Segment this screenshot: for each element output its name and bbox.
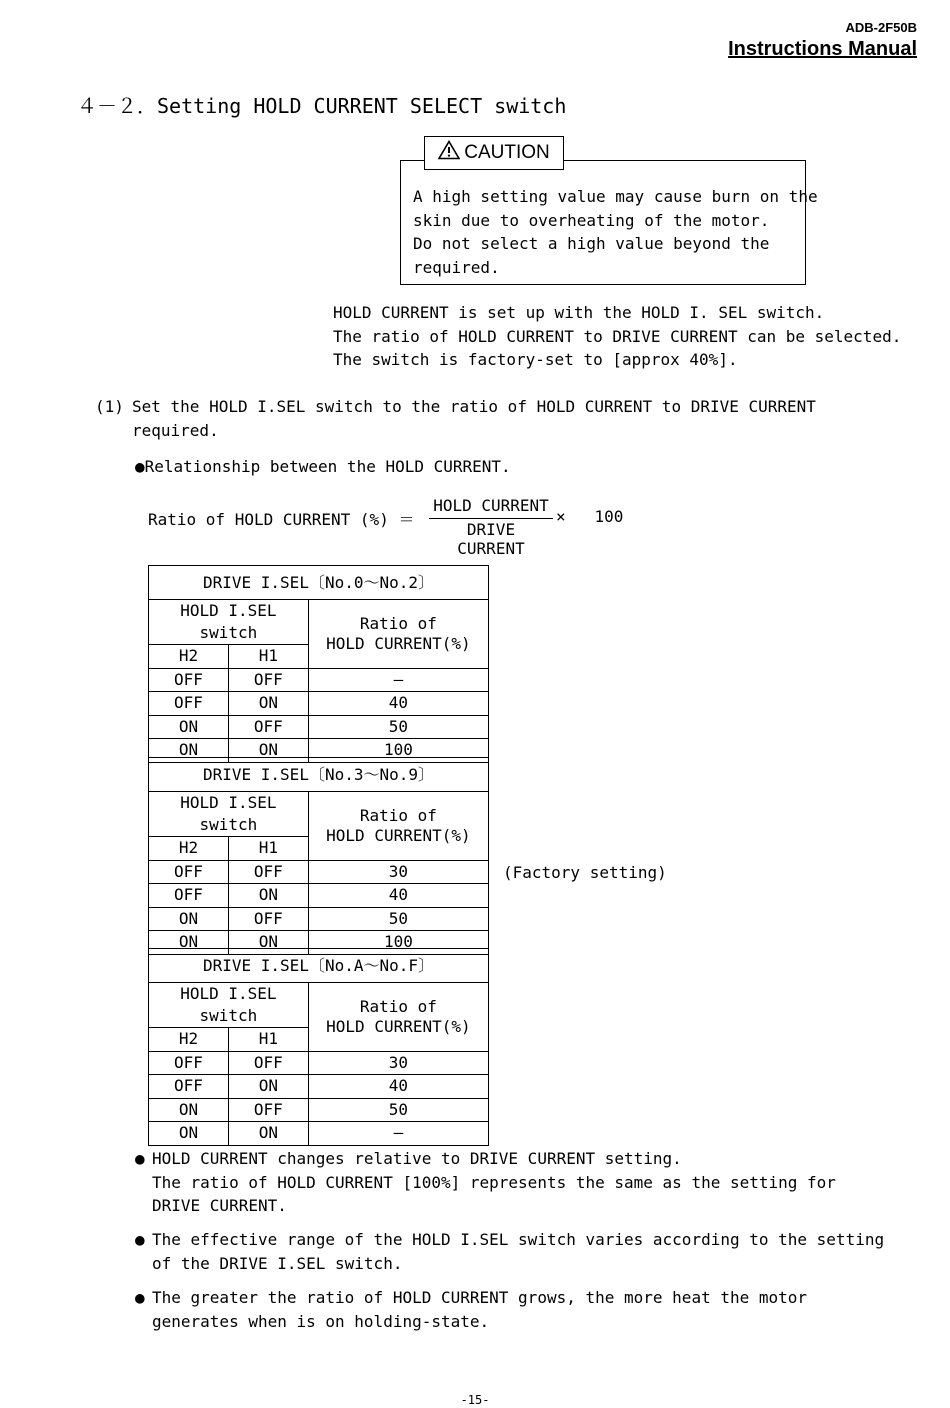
h1-header: H1 [228, 1028, 308, 1052]
caution-line: A high setting value may cause burn on the [413, 187, 818, 206]
formula-denominator: DRIVE CURRENT [457, 520, 525, 558]
note-line: The greater the ratio of HOLD CURRENT grows, the more heat the motor [152, 1288, 808, 1307]
h2-header: H2 [149, 1028, 229, 1052]
table-row: ON ON — [149, 1122, 489, 1146]
h1-header: H1 [228, 837, 308, 861]
intro-paragraph [333, 301, 901, 372]
ratio-header: Ratio of HOLD CURRENT(%) [308, 792, 488, 861]
hold-current-table-3 [148, 948, 489, 1146]
bullet-icon: ● [135, 1149, 145, 1168]
table-caption: DRIVE I.SEL〔No.0～No.2〕 [149, 566, 489, 600]
warning-triangle-icon [438, 140, 460, 166]
ratio-header: Ratio of HOLD CURRENT(%) [308, 983, 488, 1052]
table-caption: DRIVE I.SEL〔No.A～No.F〕 [149, 949, 489, 983]
table-row: ON ON 100 [149, 931, 489, 955]
table-row: OFF ON 40 [149, 1075, 489, 1099]
table-row: OFF OFF 30 [149, 860, 489, 884]
intro-line: HOLD CURRENT is set up with the HOLD I. SEL switch. [333, 303, 825, 322]
note-line: The ratio of HOLD CURRENT [100%] represents the same as the setting for [152, 1172, 836, 1192]
document-model-number: ADB-2F50B [845, 20, 917, 35]
bullet-icon: ● [135, 457, 145, 476]
step-line: required. [132, 420, 219, 440]
section-title: ４－２．Setting HOLD CURRENT SELECT switch [77, 94, 567, 118]
switch-header: HOLD I.SEL switch [149, 600, 309, 645]
relationship-heading [135, 457, 511, 476]
table-row: ON ON 100 [149, 739, 489, 763]
table-row: OFF ON 40 [149, 884, 489, 908]
page-number: -15- [460, 1393, 490, 1407]
switch-header: HOLD I.SEL switch [149, 983, 309, 1028]
note-line: DRIVE CURRENT. [152, 1196, 287, 1215]
switch-header: HOLD I.SEL switch [149, 792, 309, 837]
caution-text [413, 185, 818, 279]
note-line: of the DRIVE I.SEL switch. [152, 1253, 403, 1273]
table-row: OFF OFF — [149, 668, 489, 692]
hold-current-table-2 [148, 757, 489, 955]
table-row: ON OFF 50 [149, 1098, 489, 1122]
formula-numerator: HOLD CURRENT [433, 496, 549, 515]
h2-header: H2 [149, 645, 229, 669]
table-row: OFF OFF 30 [149, 1051, 489, 1075]
bullet-icon: ● [135, 1288, 145, 1307]
relationship-text: Relationship between the HOLD CURRENT. [144, 457, 511, 476]
table-caption: DRIVE I.SEL〔No.3～No.9〕 [149, 758, 489, 792]
step-number: (1) [95, 397, 124, 416]
caution-line: required. [413, 257, 500, 277]
intro-line: The switch is factory-set to [approx 40%]. [333, 350, 738, 369]
table-row: ON OFF 50 [149, 715, 489, 739]
formula-fraction-bar [429, 518, 553, 519]
document-title: Instructions Manual [728, 38, 917, 60]
caution-line: skin due to overheating of the motor. [413, 210, 770, 230]
bullet-icon: ● [135, 1230, 145, 1249]
formula-rhs: × 100 [556, 507, 624, 526]
table-row: ON OFF 50 [149, 907, 489, 931]
caution-label-box [424, 136, 564, 170]
ratio-header: Ratio of HOLD CURRENT(%) [308, 600, 488, 669]
note-line: The effective range of the HOLD I.SEL switch varies according to the setting [152, 1230, 885, 1249]
formula-lhs: Ratio of HOLD CURRENT (%) ＝ [148, 510, 415, 529]
intro-line: The ratio of HOLD CURRENT to DRIVE CURRENT can be selected. [333, 326, 902, 346]
table-row: OFF ON 40 [149, 692, 489, 716]
caution-label: CAUTION [464, 142, 550, 163]
caution-line: Do not select a high value beyond the [413, 234, 770, 253]
step-line: Set the HOLD I.SEL switch to the ratio of HOLD CURRENT to DRIVE CURRENT [132, 397, 816, 416]
step-text [132, 395, 816, 442]
hold-current-table-1 [148, 565, 489, 763]
h1-header: H1 [228, 645, 308, 669]
note-line: HOLD CURRENT changes relative to DRIVE CURRENT setting. [152, 1149, 682, 1168]
factory-setting-note: (Factory setting) [503, 863, 667, 882]
note-line: generates when is on holding-state. [152, 1311, 490, 1331]
h2-header: H2 [149, 837, 229, 861]
